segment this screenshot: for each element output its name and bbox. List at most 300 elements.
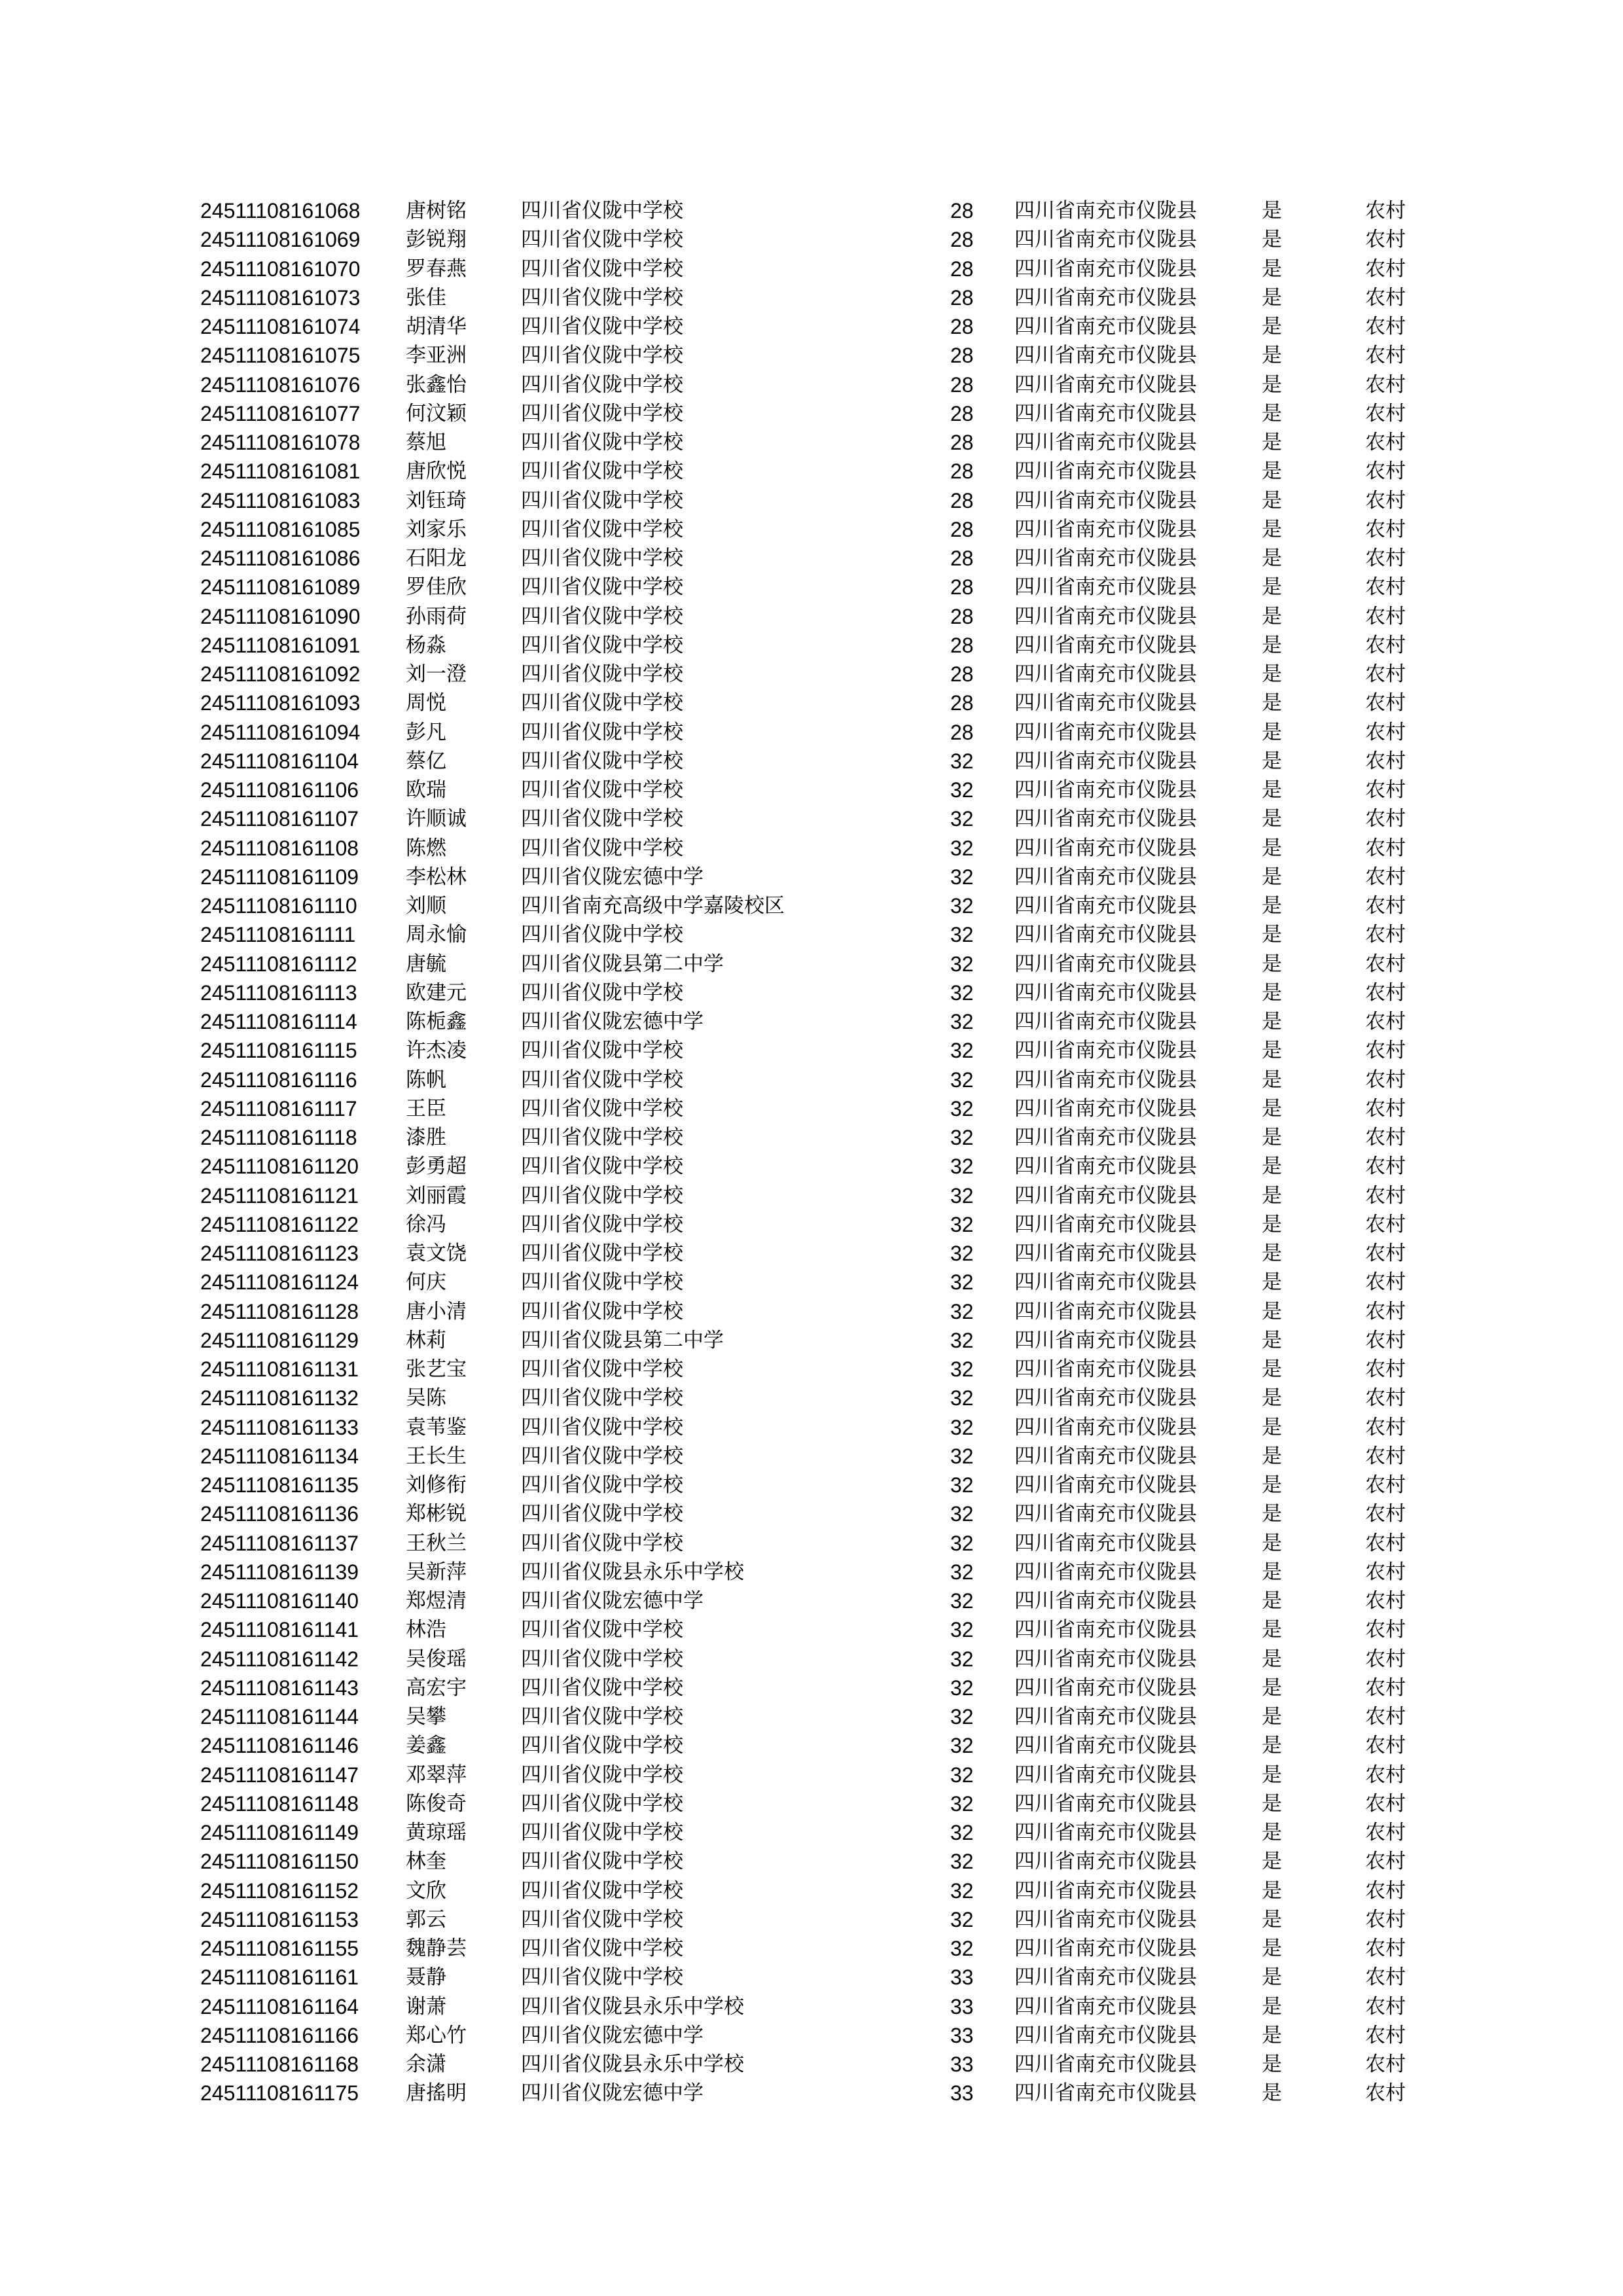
student-name-cell: 石阳龙 — [406, 547, 467, 570]
code-cell: 28 — [950, 344, 974, 368]
table-row — [200, 225, 1431, 254]
candidate-id-cell: 24511108161166 — [200, 2023, 359, 2047]
code-cell: 28 — [950, 691, 974, 715]
flag-cell: 是 — [1262, 2023, 1282, 2047]
region-cell: 四川省南充市仪陇县 — [1014, 865, 1197, 889]
student-name-cell: 黄琼瑶 — [406, 1821, 467, 1844]
household-type-cell: 农村 — [1365, 1328, 1406, 1352]
student-name-cell: 吴新萍 — [406, 1560, 467, 1584]
candidate-id-cell: 24511108161123 — [200, 1242, 359, 1265]
school-cell: 四川省仪陇中学校 — [521, 1183, 683, 1208]
candidate-id-cell: 24511108161132 — [200, 1386, 359, 1410]
flag-cell: 是 — [1262, 1212, 1282, 1236]
student-name-cell: 彭凡 — [406, 720, 446, 744]
table-row — [200, 283, 1431, 312]
student-name-cell: 袁文饶 — [406, 1242, 467, 1265]
student-name-cell: 余潇 — [406, 2053, 446, 2076]
candidate-id-cell: 24511108161120 — [200, 1155, 359, 1179]
candidate-id-cell: 24511108161104 — [200, 749, 359, 773]
student-name-cell: 何庆 — [406, 1270, 446, 1295]
region-cell: 四川省南充市仪陇县 — [1014, 1444, 1197, 1468]
flag-cell: 是 — [1262, 1096, 1282, 1121]
code-cell: 28 — [950, 199, 974, 223]
flag-cell: 是 — [1262, 1734, 1282, 1758]
table-row — [200, 718, 1431, 747]
flag-cell: 是 — [1262, 1155, 1282, 1179]
region-cell: 四川省南充市仪陇县 — [1014, 980, 1197, 1005]
code-cell: 28 — [950, 604, 974, 628]
school-cell: 四川省仪陇县永乐中学校 — [521, 1560, 744, 1584]
table-row — [200, 1847, 1431, 1876]
flag-cell: 是 — [1262, 1242, 1282, 1265]
candidate-id-cell: 24511108161083 — [200, 488, 361, 512]
student-name-cell: 陈俊奇 — [406, 1791, 467, 1816]
table-row — [200, 804, 1431, 833]
code-cell: 32 — [950, 923, 974, 947]
table-row — [200, 776, 1431, 804]
code-cell: 28 — [950, 372, 974, 397]
student-name-cell: 蔡旭 — [406, 431, 446, 454]
code-cell: 32 — [950, 1763, 974, 1787]
table-row — [200, 1499, 1431, 1528]
household-type-cell: 农村 — [1365, 1676, 1406, 1700]
table-row — [200, 891, 1431, 920]
school-cell: 四川省仪陇中学校 — [521, 1791, 683, 1816]
school-cell: 四川省仪陇中学校 — [521, 1850, 683, 1874]
code-cell: 32 — [950, 1039, 974, 1063]
flag-cell: 是 — [1262, 1937, 1282, 1960]
school-cell: 四川省仪陇县第二中学 — [521, 1328, 724, 1352]
school-cell: 四川省南充高级中学嘉陵校区 — [521, 894, 785, 918]
school-cell: 四川省仪陇中学校 — [521, 836, 683, 860]
student-name-cell: 张佳 — [406, 285, 446, 310]
candidate-id-cell: 24511108161068 — [200, 199, 361, 223]
table-row — [200, 2079, 1431, 2108]
code-cell: 32 — [950, 1444, 974, 1468]
region-cell: 四川省南充市仪陇县 — [1014, 1763, 1197, 1787]
student-name-cell: 陈帆 — [406, 1067, 446, 1092]
region-cell: 四川省南充市仪陇县 — [1014, 199, 1197, 223]
table-row — [200, 1934, 1431, 1963]
code-cell: 33 — [950, 2053, 974, 2076]
code-cell: 32 — [950, 1155, 974, 1179]
region-cell: 四川省南充市仪陇县 — [1014, 720, 1197, 744]
table-row — [200, 428, 1431, 457]
student-name-cell: 蔡亿 — [406, 749, 446, 773]
candidate-id-cell: 24511108161129 — [200, 1328, 359, 1352]
household-type-cell: 农村 — [1365, 1299, 1406, 1323]
school-cell: 四川省仪陇中学校 — [521, 1734, 683, 1758]
region-cell: 四川省南充市仪陇县 — [1014, 488, 1197, 512]
student-name-cell: 张鑫怡 — [406, 372, 467, 397]
flag-cell: 是 — [1262, 1618, 1282, 1642]
school-cell: 四川省仪陇中学校 — [521, 459, 683, 484]
candidate-id-cell: 24511108161134 — [200, 1444, 359, 1468]
student-name-cell: 刘丽霞 — [406, 1183, 467, 1208]
region-cell: 四川省南充市仪陇县 — [1014, 1126, 1197, 1149]
school-cell: 四川省仪陇宏德中学 — [521, 2023, 704, 2047]
flag-cell: 是 — [1262, 315, 1282, 338]
candidate-id-cell: 24511108161094 — [200, 720, 361, 744]
school-cell: 四川省仪陇中学校 — [521, 1937, 683, 1960]
table-row — [200, 689, 1431, 717]
table-row — [200, 631, 1431, 660]
table-row — [200, 370, 1431, 399]
student-name-cell: 漆胜 — [406, 1126, 446, 1149]
candidate-id-cell: 24511108161090 — [200, 604, 361, 628]
household-type-cell: 农村 — [1365, 517, 1406, 541]
code-cell: 32 — [950, 1415, 974, 1439]
student-name-cell: 周永愉 — [406, 923, 467, 947]
code-cell: 28 — [950, 228, 974, 252]
table-row — [200, 312, 1431, 341]
region-cell: 四川省南充市仪陇县 — [1014, 431, 1197, 454]
table-row — [200, 660, 1431, 689]
flag-cell: 是 — [1262, 1010, 1282, 1033]
school-cell: 四川省仪陇中学校 — [521, 488, 683, 512]
code-cell: 32 — [950, 778, 974, 802]
candidate-id-cell: 24511108161074 — [200, 315, 361, 338]
student-name-cell: 文欣 — [406, 1878, 446, 1903]
candidate-id-cell: 24511108161143 — [200, 1676, 359, 1700]
table-row — [200, 1789, 1431, 1818]
code-cell: 32 — [950, 1907, 974, 1931]
candidate-id-cell: 24511108161114 — [200, 1010, 357, 1033]
candidate-id-cell: 24511108161091 — [200, 633, 361, 657]
table-row — [200, 1992, 1431, 2021]
code-cell: 32 — [950, 1212, 974, 1236]
student-name-cell: 袁苇鉴 — [406, 1415, 467, 1439]
flag-cell: 是 — [1262, 1878, 1282, 1903]
table-row — [200, 1876, 1431, 1905]
school-cell: 四川省仪陇中学校 — [521, 778, 683, 802]
student-name-cell: 聂静 — [406, 1965, 446, 1990]
code-cell: 32 — [950, 1705, 974, 1729]
candidate-id-cell: 24511108161112 — [200, 952, 357, 976]
candidate-id-cell: 24511108161152 — [200, 1878, 359, 1903]
region-cell: 四川省南充市仪陇县 — [1014, 1937, 1197, 1960]
household-type-cell: 农村 — [1365, 2023, 1406, 2047]
code-cell: 28 — [950, 401, 974, 425]
code-cell: 32 — [950, 1357, 974, 1381]
household-type-cell: 农村 — [1365, 1965, 1406, 1990]
household-type-cell: 农村 — [1365, 575, 1406, 600]
candidate-id-cell: 24511108161077 — [200, 401, 361, 425]
student-name-cell: 姜鑫 — [406, 1734, 446, 1758]
candidate-id-cell: 24511108161092 — [200, 662, 361, 686]
flag-cell: 是 — [1262, 257, 1282, 281]
code-cell: 32 — [950, 1676, 974, 1700]
code-cell: 32 — [950, 1531, 974, 1555]
region-cell: 四川省南充市仪陇县 — [1014, 517, 1197, 541]
flag-cell: 是 — [1262, 2081, 1282, 2106]
region-cell: 四川省南充市仪陇县 — [1014, 894, 1197, 918]
household-type-cell: 农村 — [1365, 720, 1406, 744]
code-cell: 28 — [950, 662, 974, 686]
flag-cell: 是 — [1262, 1907, 1282, 1931]
code-cell: 28 — [950, 285, 974, 310]
code-cell: 32 — [950, 1647, 974, 1671]
flag-cell: 是 — [1262, 517, 1282, 541]
flag-cell: 是 — [1262, 865, 1282, 889]
student-name-cell: 徐冯 — [406, 1212, 446, 1236]
flag-cell: 是 — [1262, 488, 1282, 512]
candidate-id-cell: 24511108161085 — [200, 517, 361, 541]
region-cell: 四川省南充市仪陇县 — [1014, 1676, 1197, 1700]
table-row — [200, 602, 1431, 631]
student-name-cell: 刘修衔 — [406, 1473, 467, 1497]
school-cell: 四川省仪陇中学校 — [521, 1965, 683, 1990]
student-name-cell: 郑彬锐 — [406, 1502, 467, 1526]
household-type-cell: 农村 — [1365, 1589, 1406, 1613]
region-cell: 四川省南充市仪陇县 — [1014, 401, 1197, 425]
student-name-cell: 唐毓 — [406, 952, 446, 976]
region-cell: 四川省南充市仪陇县 — [1014, 372, 1197, 397]
household-type-cell: 农村 — [1365, 1242, 1406, 1265]
table-row — [200, 1818, 1431, 1847]
region-cell: 四川省南充市仪陇县 — [1014, 604, 1197, 628]
table-row — [200, 1558, 1431, 1587]
table-row — [200, 1355, 1431, 1384]
student-name-cell: 王长生 — [406, 1444, 467, 1468]
region-cell: 四川省南充市仪陇县 — [1014, 1357, 1197, 1381]
flag-cell: 是 — [1262, 1821, 1282, 1844]
table-row — [200, 1615, 1431, 1644]
region-cell: 四川省南充市仪陇县 — [1014, 1618, 1197, 1642]
school-cell: 四川省仪陇中学校 — [521, 1618, 683, 1642]
flag-cell: 是 — [1262, 720, 1282, 744]
region-cell: 四川省南充市仪陇县 — [1014, 1270, 1197, 1295]
code-cell: 28 — [950, 633, 974, 657]
household-type-cell: 农村 — [1365, 1821, 1406, 1844]
table-row — [200, 544, 1431, 573]
code-cell: 32 — [950, 1589, 974, 1613]
region-cell: 四川省南充市仪陇县 — [1014, 923, 1197, 947]
flag-cell: 是 — [1262, 836, 1282, 860]
candidate-id-cell: 24511108161076 — [200, 372, 361, 397]
household-type-cell: 农村 — [1365, 1357, 1406, 1381]
table-row — [200, 1471, 1431, 1499]
code-cell: 32 — [950, 1299, 974, 1323]
table-row — [200, 1066, 1431, 1094]
candidate-id-cell: 24511108161078 — [200, 431, 361, 454]
table-row — [200, 1210, 1431, 1239]
household-type-cell: 农村 — [1365, 401, 1406, 425]
table-row — [200, 1152, 1431, 1181]
household-type-cell: 农村 — [1365, 257, 1406, 281]
candidate-id-cell: 24511108161122 — [200, 1212, 359, 1236]
flag-cell: 是 — [1262, 1531, 1282, 1555]
school-cell: 四川省仪陇中学校 — [521, 517, 683, 541]
code-cell: 32 — [950, 1242, 974, 1265]
code-cell: 28 — [950, 547, 974, 570]
candidate-id-cell: 24511108161168 — [200, 2053, 359, 2076]
household-type-cell: 农村 — [1365, 344, 1406, 368]
table-row — [200, 1529, 1431, 1558]
code-cell: 32 — [950, 1734, 974, 1758]
flag-cell: 是 — [1262, 1067, 1282, 1092]
student-name-cell: 林奎 — [406, 1850, 446, 1874]
table-row — [200, 1297, 1431, 1326]
household-type-cell: 农村 — [1365, 1270, 1406, 1295]
school-cell: 四川省仪陇中学校 — [521, 547, 683, 570]
region-cell: 四川省南充市仪陇县 — [1014, 315, 1197, 338]
table-row — [200, 1731, 1431, 1760]
household-type-cell: 农村 — [1365, 980, 1406, 1005]
household-type-cell: 农村 — [1365, 1415, 1406, 1439]
candidate-id-cell: 24511108161142 — [200, 1647, 359, 1671]
student-name-cell: 郭云 — [406, 1907, 446, 1931]
school-cell: 四川省仪陇中学校 — [521, 1415, 683, 1439]
flag-cell: 是 — [1262, 1386, 1282, 1410]
region-cell: 四川省南充市仪陇县 — [1014, 1328, 1197, 1352]
student-name-cell: 高宏宇 — [406, 1676, 467, 1700]
table-row — [200, 1268, 1431, 1297]
household-type-cell: 农村 — [1365, 1010, 1406, 1033]
school-cell: 四川省仪陇中学校 — [521, 1502, 683, 1526]
flag-cell: 是 — [1262, 1299, 1282, 1323]
region-cell: 四川省南充市仪陇县 — [1014, 1791, 1197, 1816]
household-type-cell: 农村 — [1365, 1734, 1406, 1758]
school-cell: 四川省仪陇中学校 — [521, 315, 683, 338]
region-cell: 四川省南充市仪陇县 — [1014, 691, 1197, 715]
school-cell: 四川省仪陇宏德中学 — [521, 865, 704, 889]
student-name-cell: 陈燃 — [406, 836, 446, 860]
code-cell: 32 — [950, 952, 974, 976]
household-type-cell: 农村 — [1365, 2053, 1406, 2076]
candidate-id-cell: 24511108161111 — [200, 923, 356, 947]
table-row — [200, 573, 1431, 601]
code-cell: 32 — [950, 1386, 974, 1410]
school-cell: 四川省仪陇中学校 — [521, 1763, 683, 1787]
flag-cell: 是 — [1262, 604, 1282, 628]
school-cell: 四川省仪陇中学校 — [521, 1676, 683, 1700]
household-type-cell: 农村 — [1365, 1444, 1406, 1468]
candidate-id-cell: 24511108161116 — [200, 1067, 357, 1092]
flag-cell: 是 — [1262, 749, 1282, 773]
code-cell: 32 — [950, 807, 974, 831]
household-type-cell: 农村 — [1365, 778, 1406, 802]
candidate-id-cell: 24511108161108 — [200, 836, 359, 860]
region-cell: 四川省南充市仪陇县 — [1014, 2023, 1197, 2047]
region-cell: 四川省南充市仪陇县 — [1014, 1821, 1197, 1844]
student-name-cell: 何汶颖 — [406, 401, 467, 425]
household-type-cell: 农村 — [1365, 1212, 1406, 1236]
household-type-cell: 农村 — [1365, 662, 1406, 686]
household-type-cell: 农村 — [1365, 923, 1406, 947]
school-cell: 四川省仪陇中学校 — [521, 1039, 683, 1063]
household-type-cell: 农村 — [1365, 1791, 1406, 1816]
region-cell: 四川省南充市仪陇县 — [1014, 1560, 1197, 1584]
code-cell: 28 — [950, 315, 974, 338]
candidate-id-cell: 24511108161115 — [200, 1039, 357, 1063]
household-type-cell: 农村 — [1365, 2081, 1406, 2106]
candidate-id-cell: 24511108161124 — [200, 1270, 359, 1295]
code-cell: 28 — [950, 575, 974, 600]
candidate-id-cell: 24511108161081 — [200, 459, 361, 484]
school-cell: 四川省仪陇县永乐中学校 — [521, 1994, 744, 2018]
candidate-id-cell: 24511108161139 — [200, 1560, 359, 1584]
table-row — [200, 341, 1431, 370]
flag-cell: 是 — [1262, 1473, 1282, 1497]
candidate-id-cell: 24511108161155 — [200, 1937, 359, 1960]
candidate-id-cell: 24511108161117 — [200, 1096, 357, 1121]
candidate-id-cell: 24511108161107 — [200, 807, 359, 831]
table-row — [200, 920, 1431, 949]
region-cell: 四川省南充市仪陇县 — [1014, 285, 1197, 310]
school-cell: 四川省仪陇中学校 — [521, 1386, 683, 1410]
flag-cell: 是 — [1262, 1676, 1282, 1700]
school-cell: 四川省仪陇中学校 — [521, 1212, 683, 1236]
flag-cell: 是 — [1262, 2053, 1282, 2076]
household-type-cell: 农村 — [1365, 431, 1406, 454]
table-row — [200, 863, 1431, 891]
household-type-cell: 农村 — [1365, 836, 1406, 860]
flag-cell: 是 — [1262, 401, 1282, 425]
code-cell: 32 — [950, 1502, 974, 1526]
candidate-id-cell: 24511108161075 — [200, 344, 361, 368]
code-cell: 32 — [950, 1126, 974, 1149]
flag-cell: 是 — [1262, 894, 1282, 918]
region-cell: 四川省南充市仪陇县 — [1014, 344, 1197, 368]
region-cell: 四川省南充市仪陇县 — [1014, 778, 1197, 802]
student-name-cell: 陈栀鑫 — [406, 1010, 467, 1033]
household-type-cell: 农村 — [1365, 1386, 1406, 1410]
candidate-id-cell: 24511108161136 — [200, 1502, 359, 1526]
code-cell: 32 — [950, 1937, 974, 1960]
household-type-cell: 农村 — [1365, 199, 1406, 223]
candidate-id-cell: 24511108161161 — [200, 1965, 359, 1990]
flag-cell: 是 — [1262, 1850, 1282, 1874]
candidate-id-cell: 24511108161150 — [200, 1850, 359, 1874]
region-cell: 四川省南充市仪陇县 — [1014, 1010, 1197, 1033]
school-cell: 四川省仪陇中学校 — [521, 1067, 683, 1092]
table-row — [200, 1036, 1431, 1065]
flag-cell: 是 — [1262, 1126, 1282, 1149]
region-cell: 四川省南充市仪陇县 — [1014, 1067, 1197, 1092]
region-cell: 四川省南充市仪陇县 — [1014, 807, 1197, 831]
candidate-id-cell: 24511108161069 — [200, 228, 361, 252]
household-type-cell: 农村 — [1365, 894, 1406, 918]
candidate-id-cell: 24511108161137 — [200, 1531, 359, 1555]
flag-cell: 是 — [1262, 1965, 1282, 1990]
school-cell: 四川省仪陇中学校 — [521, 1878, 683, 1903]
region-cell: 四川省南充市仪陇县 — [1014, 1965, 1197, 1990]
candidate-id-cell: 24511108161147 — [200, 1763, 359, 1787]
household-type-cell: 农村 — [1365, 459, 1406, 484]
student-name-cell: 王秋兰 — [406, 1531, 467, 1555]
flag-cell: 是 — [1262, 1502, 1282, 1526]
candidate-id-cell: 24511108161146 — [200, 1734, 359, 1758]
household-type-cell: 农村 — [1365, 1560, 1406, 1584]
region-cell: 四川省南充市仪陇县 — [1014, 2053, 1197, 2076]
code-cell: 28 — [950, 517, 974, 541]
school-cell: 四川省仪陇中学校 — [521, 575, 683, 600]
code-cell: 32 — [950, 1270, 974, 1295]
candidate-id-cell: 24511108161144 — [200, 1705, 359, 1729]
candidate-id-cell: 24511108161113 — [200, 980, 357, 1005]
school-cell: 四川省仪陇中学校 — [521, 691, 683, 715]
school-cell: 四川省仪陇中学校 — [521, 749, 683, 773]
school-cell: 四川省仪陇中学校 — [521, 980, 683, 1005]
household-type-cell: 农村 — [1365, 1502, 1406, 1526]
candidate-id-cell: 24511108161089 — [200, 575, 361, 600]
region-cell: 四川省南充市仪陇县 — [1014, 1386, 1197, 1410]
school-cell: 四川省仪陇县永乐中学校 — [521, 2053, 744, 2076]
region-cell: 四川省南充市仪陇县 — [1014, 1155, 1197, 1179]
flag-cell: 是 — [1262, 575, 1282, 600]
school-cell: 四川省仪陇中学校 — [521, 1473, 683, 1497]
